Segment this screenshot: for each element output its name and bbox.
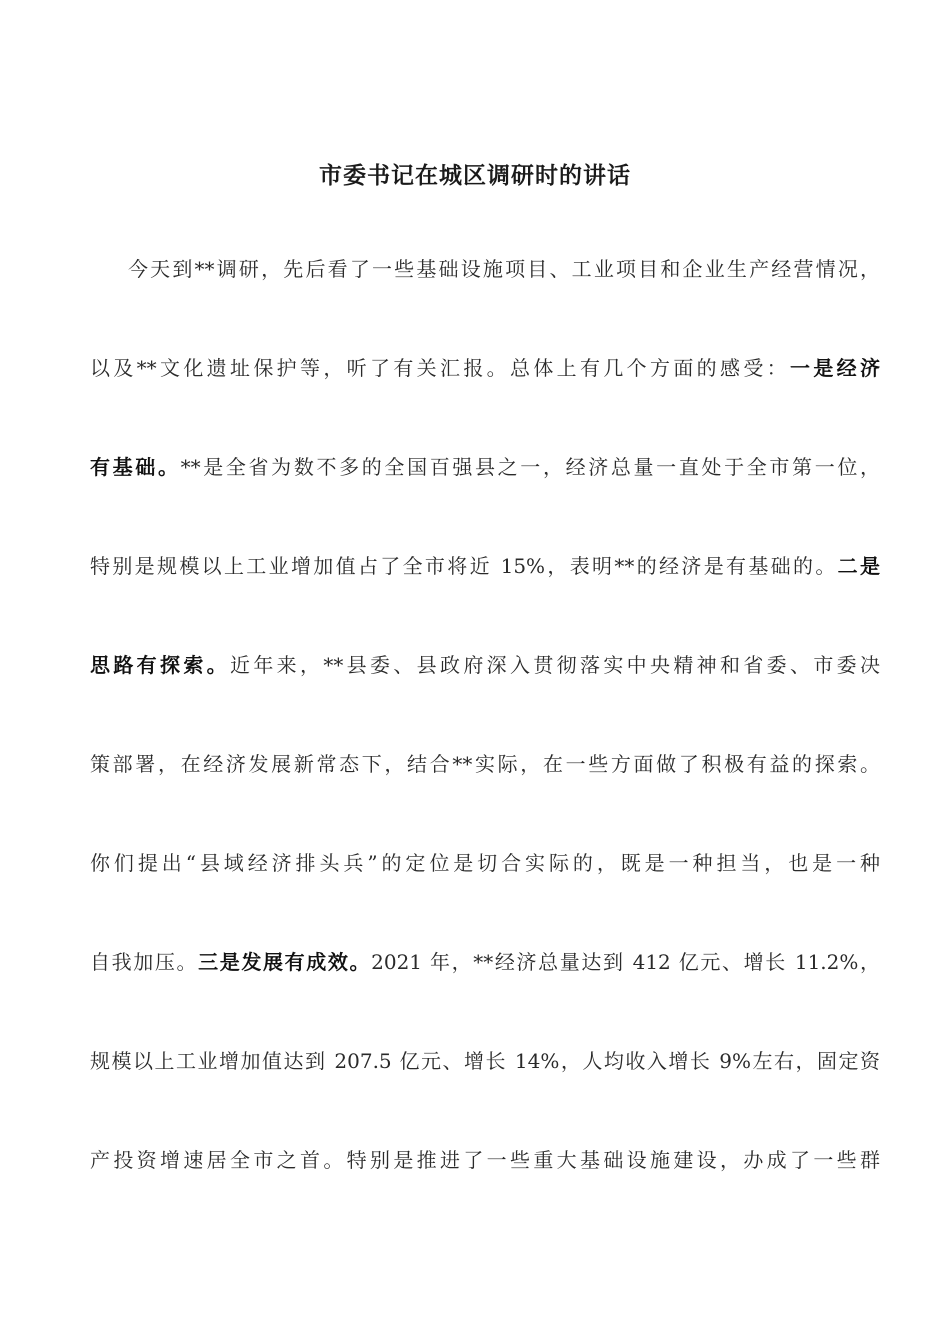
text-run: 2021 年，**经济总量达到 412 亿元、增长 11.2%， <box>371 950 880 974</box>
emphasis-run: 思路有探索。 <box>90 653 230 677</box>
emphasis-run: 三是发展有成效。 <box>198 950 372 974</box>
text-run: 你们提出“县域经济排头兵”的定位是切合实际的，既是一种担当，也是一种 <box>90 851 880 875</box>
text-run: 特别是规模以上工业增加值占了全市将近 15%，表明**的经济是有基础的。 <box>90 554 838 578</box>
paragraph-line <box>90 650 880 680</box>
paragraph-line <box>90 551 880 581</box>
paragraph-line <box>90 848 880 878</box>
text-run: 今天到**调研，先后看了一些基础设施项目、工业项目和企业生产经营情况， <box>128 257 880 281</box>
text-run: **是全省为数不多的全国百强县之一，经济总量一直处于全市第一位， <box>180 455 880 479</box>
emphasis-run: 有基础。 <box>90 455 181 479</box>
text-run: 策部署，在经济发展新常态下，结合**实际，在一些方面做了积极有益的探索。 <box>90 752 880 776</box>
text-run: 产投资增速居全市之首。特别是推进了一些重大基础设施建设，办成了一些群 <box>90 1148 880 1172</box>
emphasis-run: 二是 <box>837 554 880 578</box>
text-run: 以及**文化遗址保护等，听了有关汇报。总体上有几个方面的感受： <box>90 356 790 380</box>
emphasis-run: 一是经济 <box>790 356 880 380</box>
paragraph-line <box>90 452 880 482</box>
text-run: 近年来，**县委、县政府深入贯彻落实中央精神和省委、市委决 <box>230 653 880 677</box>
paragraph-line <box>90 1145 880 1175</box>
text-run: 自我加压。 <box>90 950 199 974</box>
paragraph-line <box>90 749 880 779</box>
paragraph-line <box>128 254 880 284</box>
paragraph-line <box>90 353 880 383</box>
document-title: 市委书记在城区调研时的讲话 <box>319 162 631 189</box>
text-run: 规模以上工业增加值达到 207.5 亿元、增长 14%，人均收入增长 9%左右，固定资 <box>90 1049 880 1073</box>
paragraph-line <box>90 947 880 977</box>
paragraph-line <box>90 1046 880 1076</box>
